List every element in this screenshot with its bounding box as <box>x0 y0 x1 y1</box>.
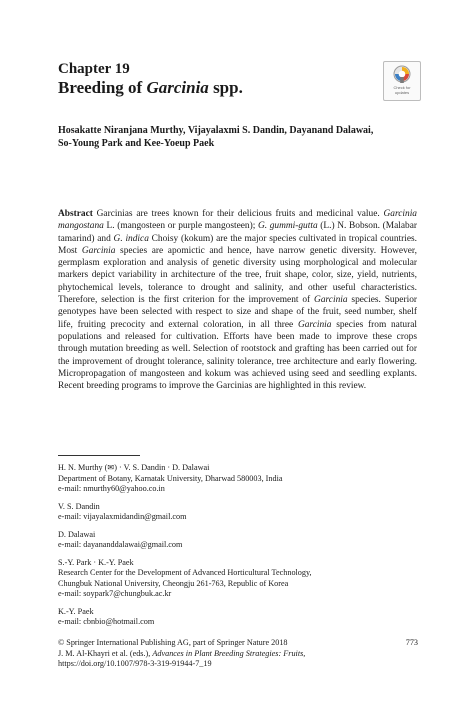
page-number: 773 <box>405 638 418 647</box>
affiliation-email[interactable]: e-mail: dayananddalawai@gmail.com <box>58 540 183 549</box>
affiliation-line: H. N. Murthy (✉) · V. S. Dandin · D. Dalawai <box>58 463 210 472</box>
abstract-paragraph <box>58 208 417 392</box>
citation-line <box>58 649 418 660</box>
affiliations <box>58 463 418 635</box>
affiliation-line: D. Dalawai <box>58 529 96 539</box>
abstract-species-name: Garcinia <box>314 295 348 306</box>
abstract-text: species from natural populations and released for cultivation. Efforts have been made to improve these crops through mutation breeding as well. Selection of rootstock and grafting has been carried out for the improvement of drought tolerance, salinity tolerance, tree architecture and early flowering. Micropropagation of mangosteen and kokum was achieved using seed and seedling explants. Recent breeding programs to improve the Garcinias are highlighted in this review. <box>58 319 418 392</box>
check-for-updates-line1: Check for <box>393 85 411 90</box>
abstract-text: species. Superior genotypes have been selected with respect to size and shape of the fruit, seed number, shelf life, fruiting precocity and external coloration, in all three <box>58 295 417 330</box>
abstract-text: L. (mangosteen or purple mangosteen); <box>103 221 258 232</box>
abstract-species-name: G. gummi-gutta <box>257 221 318 232</box>
footnote-divider <box>58 455 140 456</box>
abstract-text: species are apomictic and hence, have narrow genetic diversity. However, germplasm exploration and analysis of genetic diversity using morphological and molecular markers depict variability in architecture of the tree, fruit shape, color, size, yield, nutrients, phytochemical levels, tolerance to drought and salinity, and other useful characteristics. Therefore, selection is the first criterion for the improvement of <box>58 245 418 306</box>
affiliation-block <box>58 530 418 551</box>
abstract-label: Abstract <box>58 209 93 219</box>
abstract-species-name: Garcinia <box>297 319 332 330</box>
affiliation-block <box>58 502 418 523</box>
page-footer <box>58 638 418 670</box>
abstract-text: Garcinias are trees known for their delicious fruits and medicinal value. <box>92 209 384 219</box>
affiliation-line: V. S. Dandin <box>58 501 100 511</box>
check-for-updates-badge[interactable] <box>383 61 421 101</box>
affiliation-block <box>58 463 418 495</box>
chapter-heading <box>58 60 243 98</box>
author-list <box>58 124 418 150</box>
affiliation-email[interactable]: e-mail: soypark7@chungbuk.ac.kr <box>58 589 172 598</box>
abstract <box>58 208 417 392</box>
affiliation-line: Research Center for the Development of Advanced Horticultural Technology, <box>58 568 312 577</box>
chapter-title <box>58 78 243 98</box>
chapter-title-suffix: spp. <box>208 78 243 97</box>
affiliation-block <box>58 558 418 600</box>
affiliation-line: K.-Y. Paek <box>58 606 94 616</box>
chapter-title-prefix: Breeding of <box>58 78 147 97</box>
author-line-2: So-Young Park and Kee-Yoeup Paek <box>58 138 215 149</box>
abstract-species-name: Garcinia <box>81 245 116 256</box>
check-for-updates-line2: updates <box>394 90 410 95</box>
abstract-text: Choisy (kokum) are the major species cultivated in tropical countries. Most <box>58 233 417 256</box>
chapter-label: Chapter 19 <box>58 61 130 77</box>
affiliation-line: Department of Botany, Karnatak University, Dharwad 580003, India <box>58 473 283 483</box>
affiliation-email[interactable]: e-mail: vijayalaxmidandin@gmail.com <box>58 512 187 521</box>
affiliation-block <box>58 607 418 628</box>
abstract-text: (L.) N. Bobson. (Malabar tamarind) and <box>58 221 417 244</box>
author-line-1: Hosakatte Niranjana Murthy, Vijayalaxmi S. Dandin, Dayanand Dalawai, <box>58 125 374 136</box>
abstract-species-name: G. indica <box>113 233 149 244</box>
check-for-updates-badge-icon <box>393 65 411 85</box>
affiliation-email[interactable]: e-mail: nmurthy60@yahoo.co.in <box>58 484 165 493</box>
abstract-species-name: Garcinia mangostana <box>58 209 417 232</box>
affiliation-line: S.-Y. Park · K.-Y. Paek <box>58 557 134 567</box>
doi-link[interactable]: https://doi.org/10.1007/978-3-319-91944-7_19 <box>58 659 212 668</box>
copyright-line: © Springer International Publishing AG, part of Springer Nature 2018 <box>58 638 288 647</box>
affiliation-line: Chungbuk National University, Cheongju 261-763, Republic of Korea <box>58 578 289 588</box>
citation-editors: J. M. Al-Khayri et al. (eds.), <box>58 648 153 658</box>
affiliation-email[interactable]: e-mail: cbnbio@hotmail.com <box>58 617 155 626</box>
citation-book-title: Advances in Plant Breeding Strategies: Fruits, <box>152 648 306 658</box>
chapter-title-genus: Garcinia <box>146 78 209 97</box>
